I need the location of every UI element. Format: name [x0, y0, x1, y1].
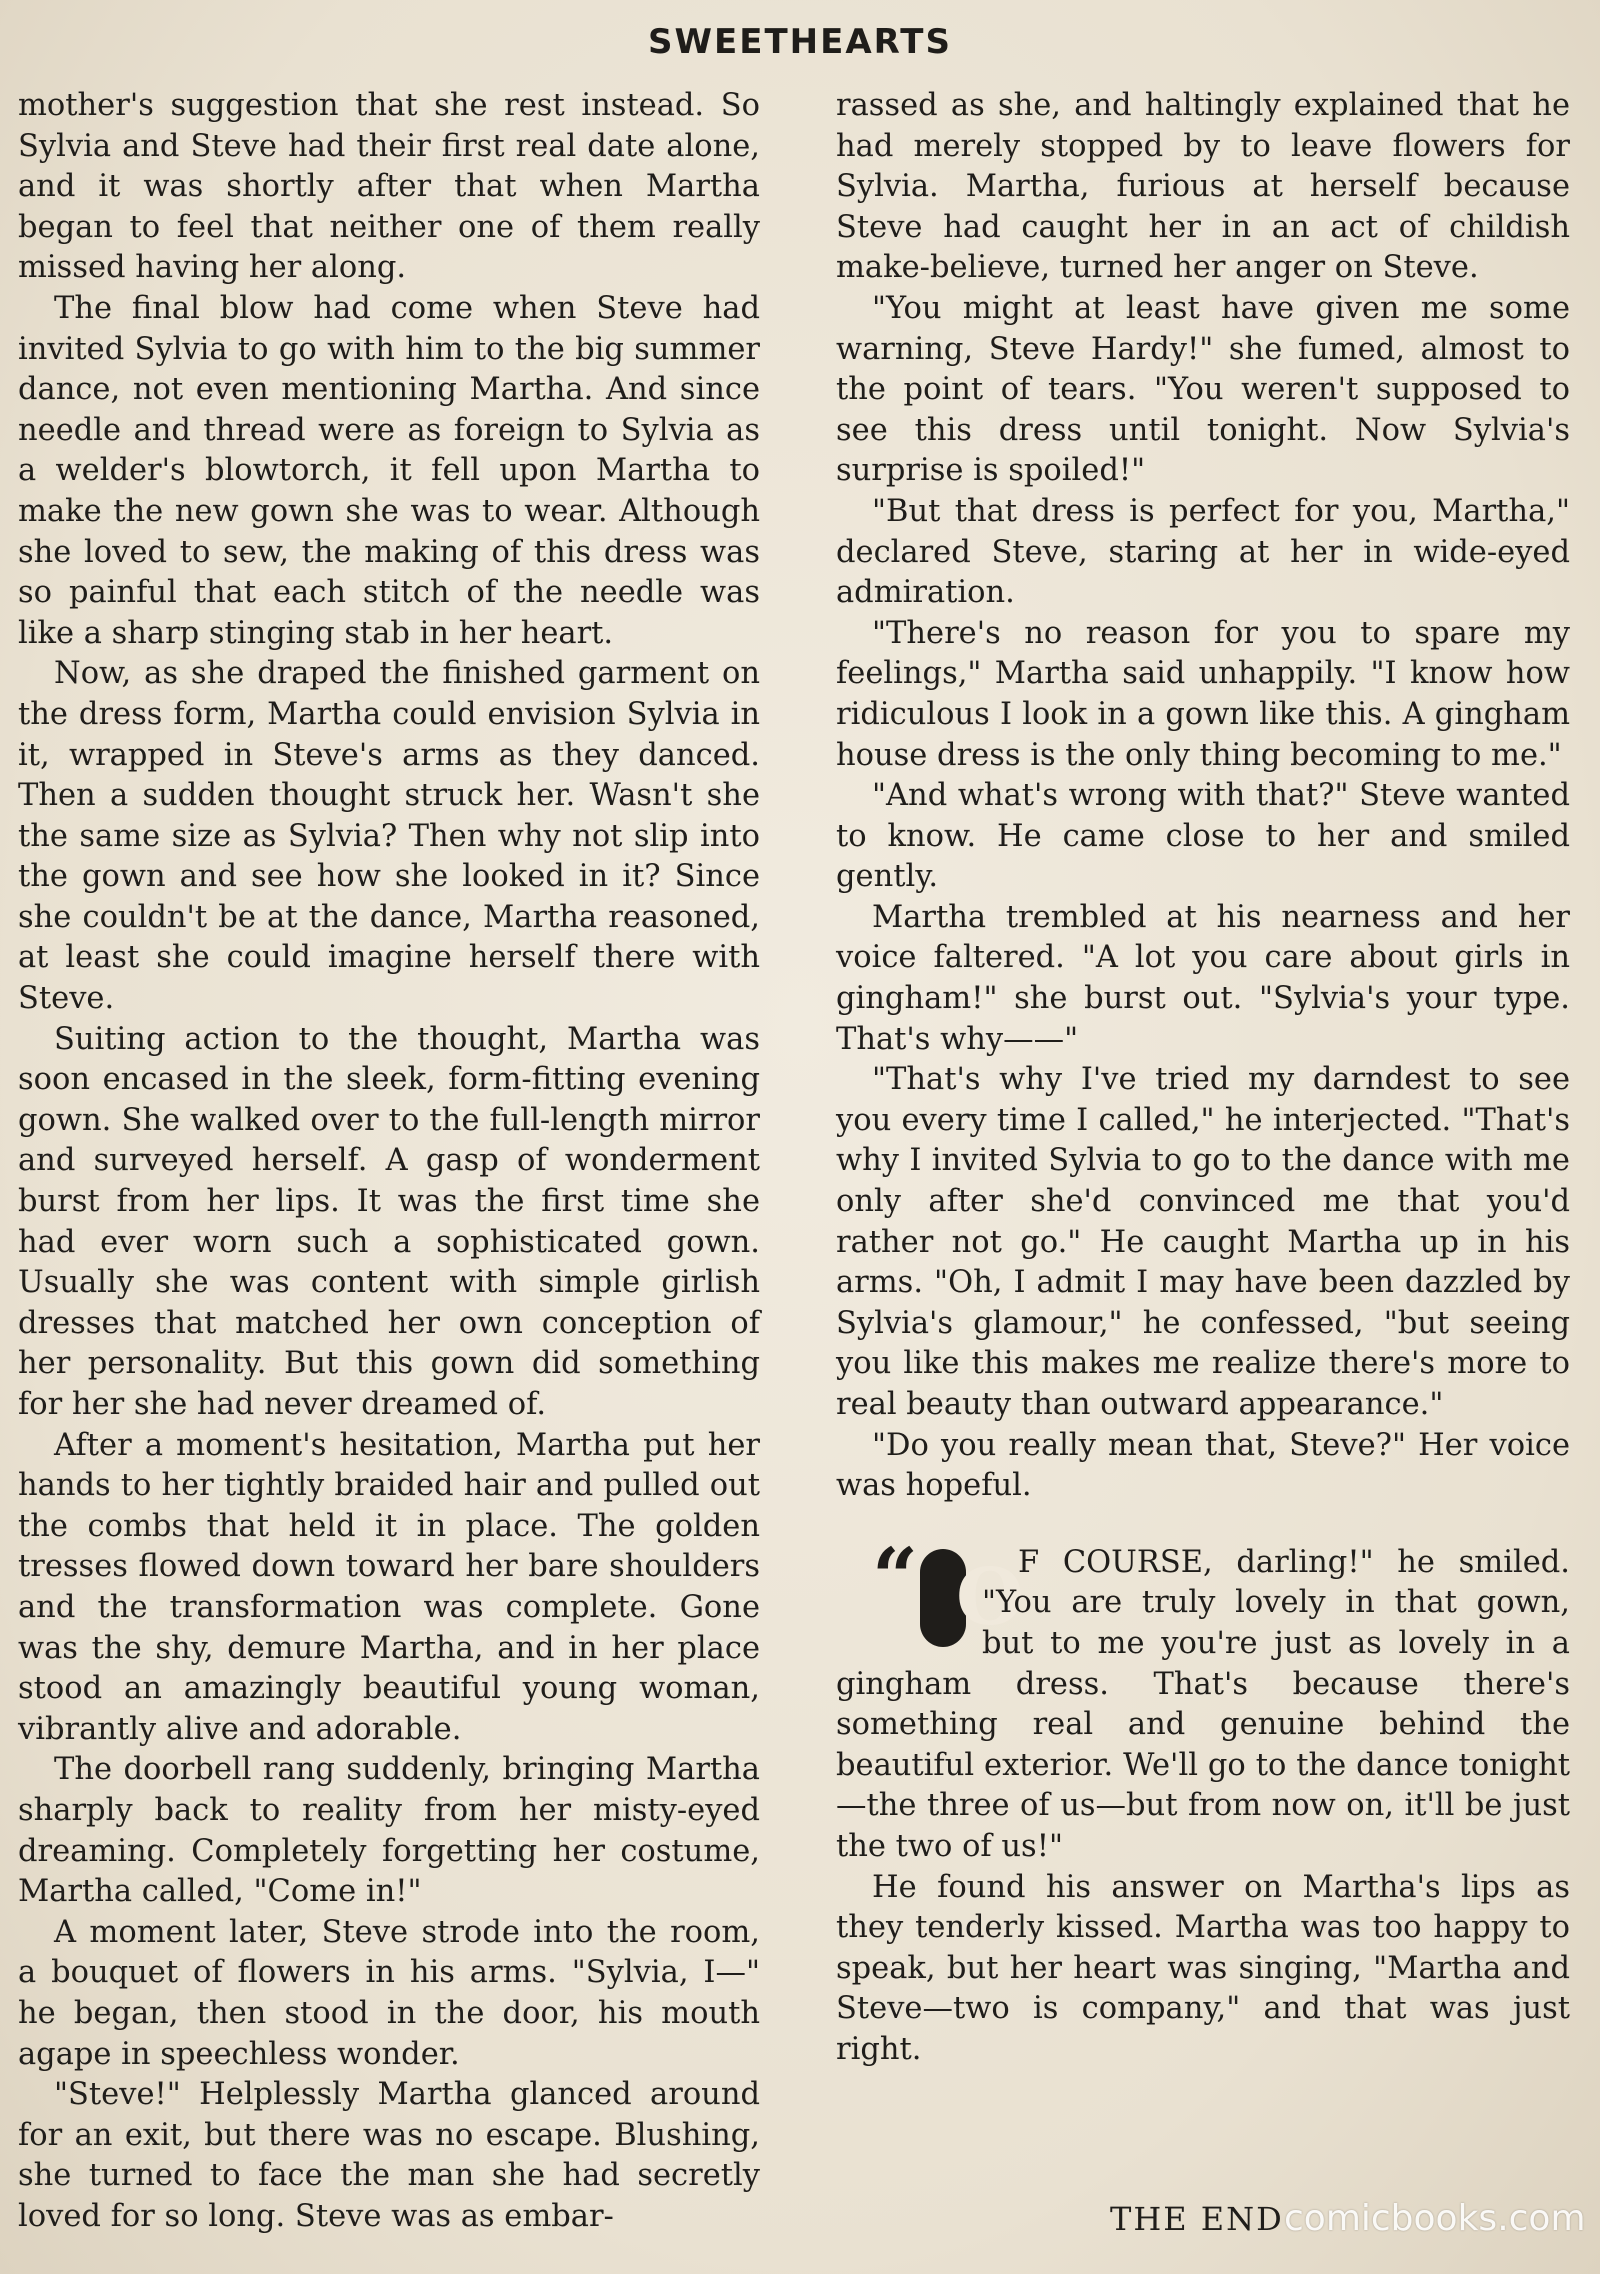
paragraph: rassed as she, and haltingly explained that he had merely stopped by to leave flowers for Sylvia. Martha, furious at herself because Steve had caught her in an act of childish make-believe, turned her anger on Steve.	[836, 88, 1570, 286]
paragraph: "You might at least have given me some warning, Steve Hardy!" she fumed, almost to the point of tears. "You weren't supposed to see this dress until tonight. Now Sylvia's surprise is spoiled!"	[836, 290, 1570, 489]
paragraph: mother's suggestion that she rest instead. So Sylvia and Steve had their first real date alone, and it was shortly after that when Martha began to feel that neither one of them really missed having her along.	[18, 88, 760, 286]
paragraph: "And what's wrong with that?" Steve wanted to know. He came close to her and smiled gently.	[836, 778, 1570, 895]
paragraph: The final blow had come when Steve had invited Sylvia to go with him to the big summer dance, not even mentioning Martha. And since needle and thread were as foreign to Sylvia as a welder's blowtorch, it fell upon Martha to make the new gown she was to wear. Although she loved to sew, the making of this dress was so painful that each stitch of the needle was like a sharp stinging stab in her heart.	[18, 290, 760, 651]
section-break	[836, 1507, 1570, 1543]
paragraph: "Steve!" Helplessly Martha glanced around for an exit, but there was no escape. Blushing, she turned to face the man she had secretly loved for so long. Steve was as embar-	[18, 2077, 760, 2234]
paragraph: "There's no reason for you to spare my feelings," Martha said unhappily. "I know how ridiculous I look in a gown like this. A gingham house dress is the only thing becoming to me."	[836, 615, 1570, 773]
paragraph: "But that dress is perfect for you, Martha," declared Steve, staring at her in wide-eyed admiration.	[836, 493, 1570, 611]
open-quote-mark: “	[872, 1529, 919, 1624]
paragraph: "Do you really mean that, Steve?" Her voice was hopeful.	[836, 1427, 1570, 1504]
paragraph: Suiting action to the thought, Martha was soon encased in the sleek, form-fitting evening gown. She walked over to the full-length mirror and surveyed herself. A gasp of wonderment burst from her lips. It was the first time she had ever worn such a sophisticated gown. Usually she was content with simple girlish dresses that matched her own conception of her personality. But this gown did something for her she had never dreamed of.	[18, 1021, 760, 1422]
dropcap-paragraph	[836, 1529, 1570, 1868]
watermark: comicbooks.com	[1284, 2198, 1586, 2239]
the-end-label: THE END	[1110, 2200, 1284, 2238]
paragraph: The doorbell rang suddenly, bringing Martha sharply back to reality from her misty-eyed dreaming. Completely forgetting her costume, Martha called, "Come in!"	[18, 1752, 760, 1910]
drop-cap-letter: O	[920, 1549, 966, 1647]
left-column	[18, 86, 760, 2237]
page-header: SWEETHEARTS	[648, 22, 952, 62]
paragraph: He found his answer on Martha's lips as they tenderly kissed. Martha was too happy to speak, but her heart was singing, "Martha and Steve—two is company," and that was just right.	[836, 1869, 1570, 2067]
paragraph: A moment later, Steve strode into the room, a bouquet of flowers in his arms. "Sylvia, I—" he began, then stood in the door, his mouth agape in speechless wonder.	[18, 1914, 760, 2072]
paragraph: Now, as she draped the finished garment on the dress form, Martha could envision Sylvia in it, wrapped in Steve's arms as they danced. Then a sudden thought struck her. Wasn't she the same size as Sylvia? Then why not slip into the gown and see how she looked in it? Since she couldn't be at the dance, Martha reasoned, at least she could imagine herself there with Steve.	[18, 656, 760, 1017]
paragraph: "That's why I've tried my darndest to see you every time I called," he interjected. "That's why I invited Sylvia to go to the dance with me only after she'd convinced me that you'd rather not go." He caught Martha up in his arms. "Oh, I admit I may have been dazzled by Sylvia's glamour," he confessed, "but seeing you like this makes me realize there's more to real beauty than outward appearance."	[836, 1062, 1570, 1422]
paragraph: After a moment's hesitation, Martha put her hands to her tightly braided hair and pulled out the combs that held it in place. The golden tresses flowed down toward her bare shoulders and the transformation was complete. Gone was the shy, demure Martha, and in her place stood an amazingly beautiful young woman, vibrantly alive and adorable.	[18, 1427, 760, 1747]
paragraph: Martha trembled at his nearness and her voice faltered. "A lot you care about girls in gingham!" she burst out. "Sylvia's your type. That's why——"	[836, 899, 1570, 1057]
right-column	[836, 86, 1570, 2071]
dropcap-paragraph-text: F COURSE, darling!" he smiled. "You are truly lovely in that gown, but to me you're just as lovely in a gingham dress. That's because there's something real and genuine behind the beautiful exterior. We'll go to the dance tonight—the three of us—but from now on, it'll be just the two of us!"	[836, 1544, 1570, 1864]
